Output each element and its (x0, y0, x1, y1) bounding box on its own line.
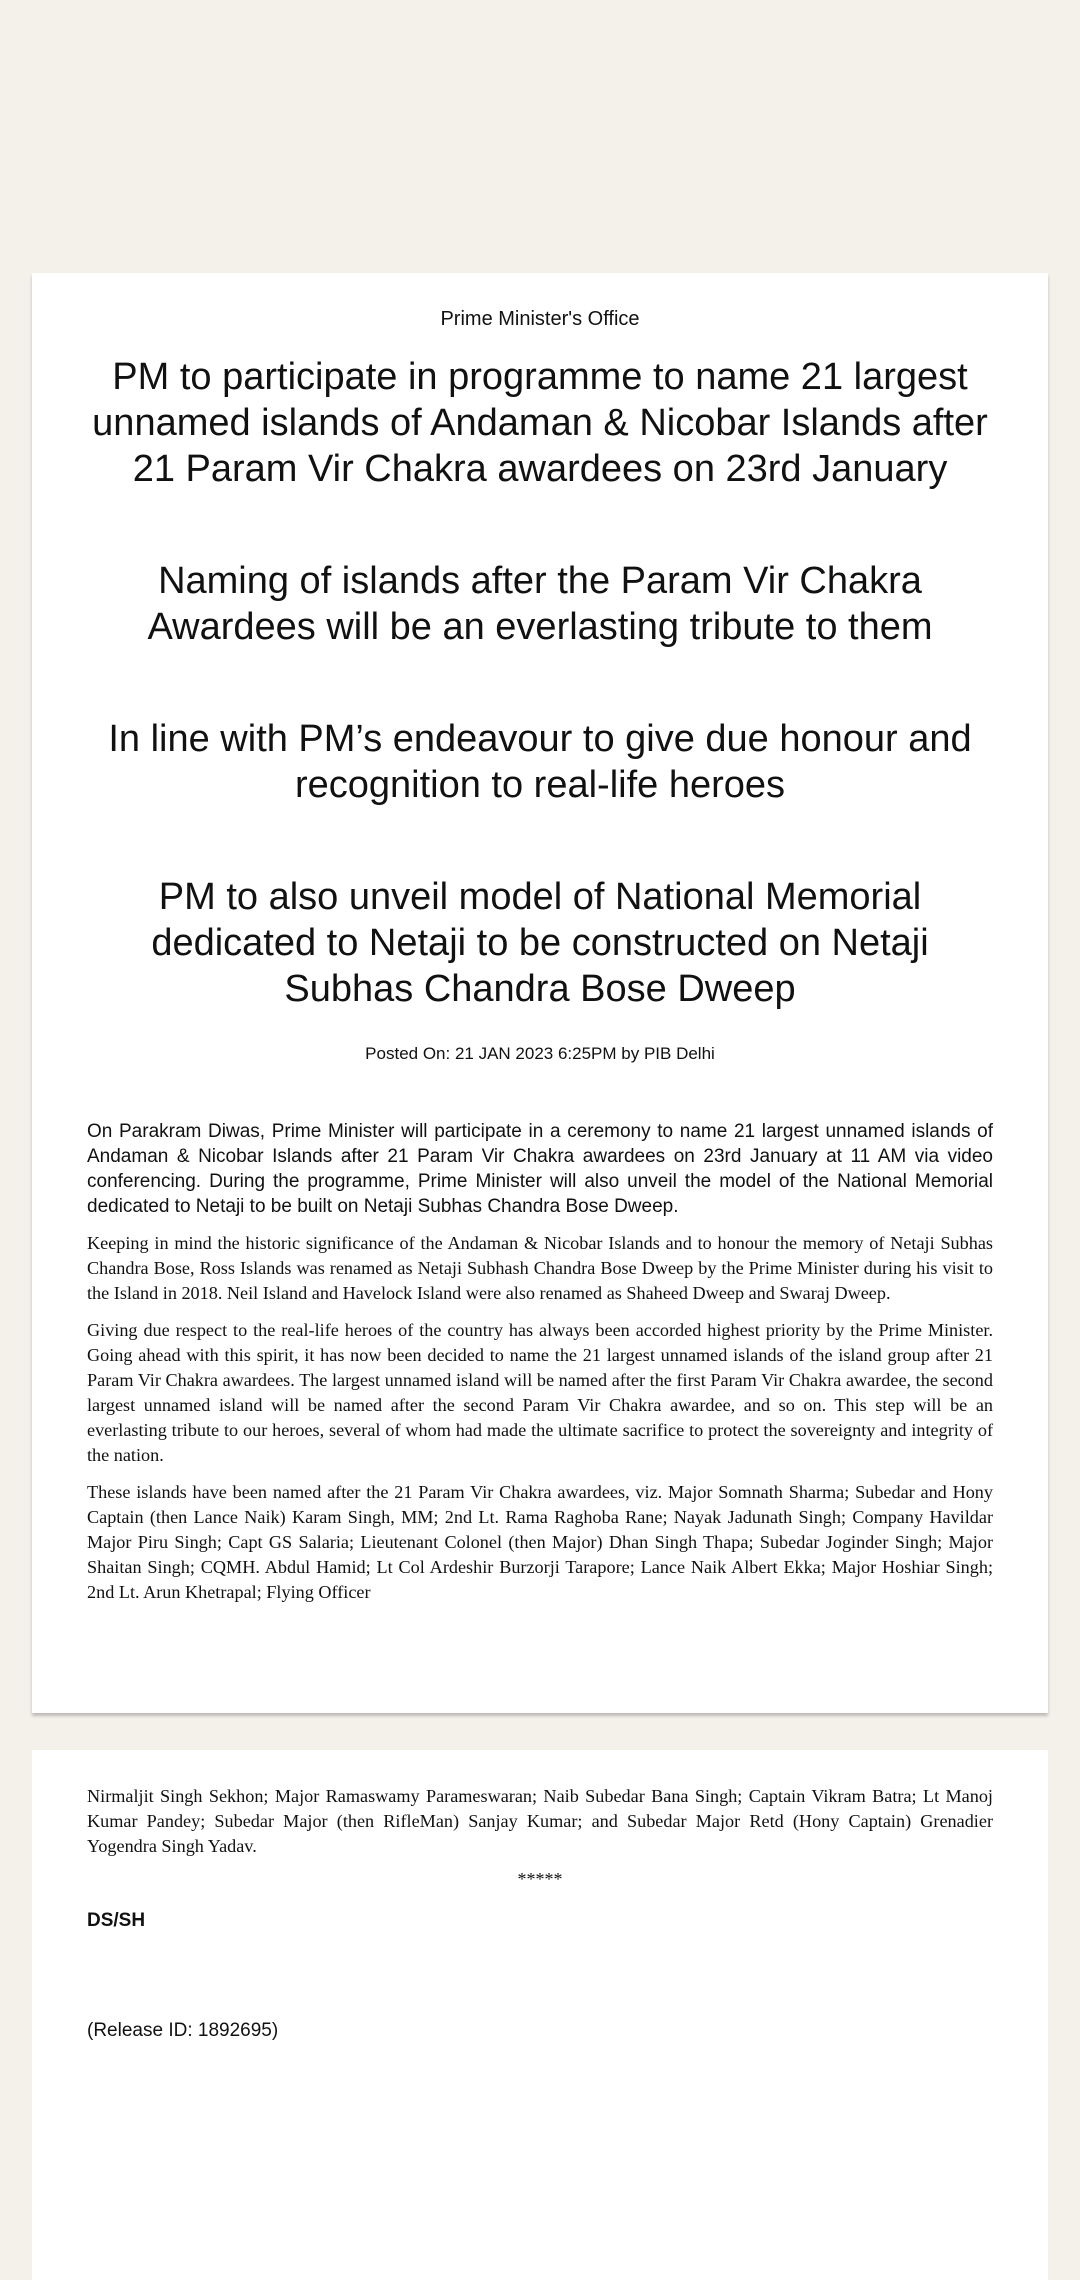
subhead-1: Naming of islands after the Param Vir Chakra Awardees will be an everlasting tribute to them (147, 560, 933, 648)
lead-paragraph: On Parakram Diwas, Prime Minister will participate in a ceremony to name 21 largest unnamed islands of Andaman & Nicobar Islands after 21 Param Vir Chakra awardees on 23rd January at 11 AM via video conferencing. During the programme, Prime Minister will also unveil the model of the National Memorial dedicated to Netaji to be built on Netaji Subhas Chandra Bose Dweep. (87, 1121, 993, 1217)
release-id: (Release ID: 1892695) (87, 2020, 279, 2041)
signoff-initials: DS/SH (87, 1910, 146, 1931)
subhead-2: In line with PM’s endeavour to give due honour and recognition to real-life heroes (108, 718, 972, 806)
ministry-name: Prime Minister's Office (440, 308, 640, 330)
subhead-3: PM to also unveil model of National Memorial dedicated to Netaji to be constructed on Netaji Subhas Chandra Bose Dweep (151, 876, 929, 1010)
body-paragraph-4-continued: Nirmaljit Singh Sekhon; Major Ramaswamy Parameswaran; Naib Subedar Bana Singh; Captain Vikram Batra; Lt Manoj Kumar Pandey; Subedar Major (then RifleMan) Sanjay Kumar; and Subedar Major Retd (Hony Captain) Grenadier Yogendra Singh Yadav. (87, 1786, 993, 1856)
separator-stars: ***** (517, 1869, 563, 1889)
headline: PM to participate in programme to name 21 largest unnamed islands of Andaman & Nicobar Islands after 21 Param Vir Chakra awardees on 23rd January (92, 356, 988, 490)
document-page-2 (32, 1750, 1048, 2280)
document-page-1 (32, 273, 1048, 1713)
body-paragraph-4: These islands have been named after the 21 Param Vir Chakra awardees, viz. Major Somnath Sharma; Subedar and Hony Captain (then Lance Naik) Karam Singh, MM; 2nd Lt. Rama Raghoba Rane; Nayak Jadunath Singh; Company Havildar Major Piru Singh; Capt GS Salaria; Lieutenant Colonel (then Major) Dhan Singh Thapa; Subedar Joginder Singh; Major Shaitan Singh; CQMH. Abdul Hamid; Lt Col Ardeshir Burzorji Tarapore; Lance Naik Albert Ekka; Major Hoshiar Singh; 2nd Lt. Arun Khetrapal; Flying Officer (87, 1482, 993, 1602)
body-paragraph-3: Giving due respect to the real-life heroes of the country has always been accorded highest priority by the Prime Minister. Going ahead with this spirit, it has now been decided to name the 21 largest unnamed islands of the island group after 21 Param Vir Chakra awardees. The largest unnamed island will be named after the first Param Vir Chakra awardee, the second largest unnamed island will be named after the second Param Vir Chakra awardee, and so on. This step will be an everlasting tribute to our heroes, several of whom had made the ultimate sacrifice to protect the sovereignty and integrity of the nation. (87, 1320, 993, 1465)
posted-date: Posted On: 21 JAN 2023 6:25PM by PIB Delhi (365, 1044, 715, 1063)
body-paragraph-2: Keeping in mind the historic significance of the Andaman & Nicobar Islands and to honour the memory of Netaji Subhas Chandra Bose, Ross Islands was renamed as Netaji Subhash Chandra Bose Dweep by the Prime Minister during his visit to the Island in 2018. Neil Island and Havelock Island were also renamed as Shaheed Dweep and Swaraj Dweep. (87, 1233, 993, 1303)
